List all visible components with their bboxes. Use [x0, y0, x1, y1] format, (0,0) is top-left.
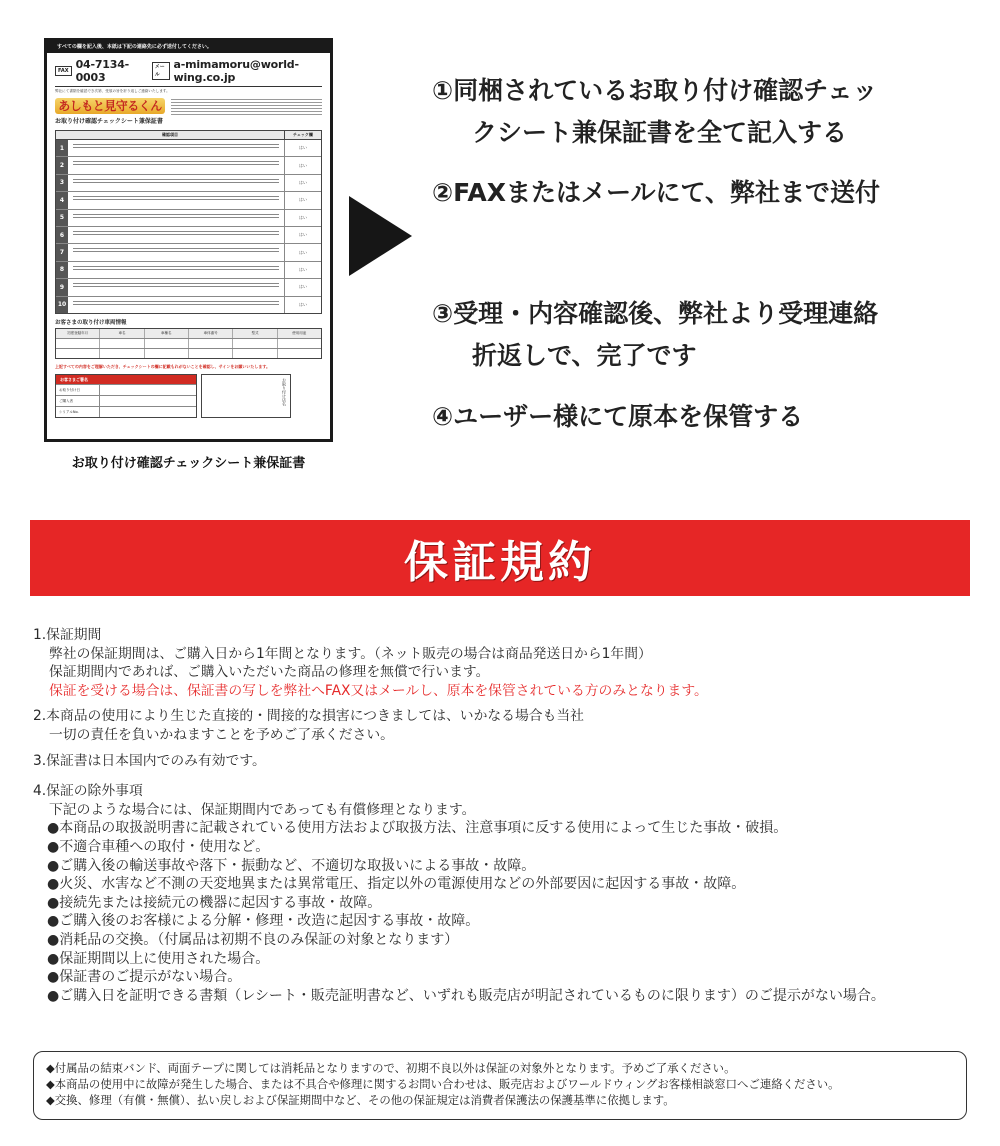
notes-box	[33, 1051, 967, 1120]
note-item: ◆本商品の使用中に故障が発生した場合、または不具合や修理に関するお問い合わせは、販売店およびワールドウィングお客様相談窓口へご連絡ください。	[46, 1077, 840, 1091]
check-row-number: 10	[56, 297, 68, 313]
exclusion-item: ●火災、水害など不測の天変地異または異常電圧、指定以外の電源使用などの外部要因に起因する事故・故障。	[47, 876, 746, 893]
exclusion-item: ●不適合車種への取付・使用など。	[47, 838, 270, 855]
section-1-warning: 保証を受ける場合は、保証書の写しを弊社へFAX又はメールし、原本を保管されている方のみとなります。	[49, 682, 708, 699]
check-row-text	[68, 210, 284, 226]
exclusion-item: ●ご購入日を証明できる書類（レシート・販売証明書など、いずれも販売店が明記されているものに限ります）のご提示がない場合。	[47, 987, 885, 1004]
owner-row-buyer: ご購入者	[56, 395, 196, 406]
check-row-text	[68, 192, 284, 208]
fax-tag: FAX	[55, 66, 72, 76]
step-4	[432, 396, 803, 438]
check-row-yes: はい	[284, 227, 321, 243]
sheet-warning-text: 上記すべての内容をご理解いただき、チェックシートの欄に記載もれがないことを確認し、サインをお願いいたします。	[55, 363, 271, 369]
owner-row-serial: シリアルNo.	[56, 406, 196, 417]
check-row-number: 2	[56, 157, 68, 173]
install-info-row	[56, 349, 321, 358]
step-4-line1: ④ユーザー様にて原本を保管する	[432, 402, 804, 431]
sheet-contact-row	[55, 58, 322, 87]
section-4-intro: 下記のような場合には、保証期間内であっても有償修理となります。	[49, 801, 476, 818]
fax-number: 04-7134-0003	[75, 58, 130, 84]
check-row-text	[68, 175, 284, 191]
check-row-number: 7	[56, 244, 68, 260]
check-row	[56, 244, 321, 261]
check-row-text	[68, 297, 284, 313]
check-row-yes: はい	[284, 140, 321, 156]
check-row-number: 6	[56, 227, 68, 243]
sheet-caption: お取り付け確認チェックシート兼保証書	[71, 456, 306, 471]
check-row-text	[68, 157, 284, 173]
install-info-title: お客さまの取り付け車両情報	[55, 319, 127, 326]
check-row-yes: はい	[284, 244, 321, 260]
check-row	[56, 262, 321, 279]
check-row-text	[68, 279, 284, 295]
exclusion-item: ●保証期間以上に使用された場合。	[47, 950, 270, 967]
step-3-line1: ③受理・内容確認後、弊社より受理連絡	[432, 299, 879, 328]
sheet-intro-text	[171, 98, 322, 115]
check-row-number: 3	[56, 175, 68, 191]
install-info-col-header: 初度登録年月	[56, 329, 100, 338]
col-item-header: 確認項目	[162, 132, 178, 137]
install-info-col-header: 車種名	[145, 329, 189, 338]
section-4-title: 4.保証の除外事項	[33, 783, 143, 800]
check-row	[56, 157, 321, 174]
owner-row-date: お取り付け日	[56, 384, 196, 395]
mail-address: a-mimamoru@world-wing.co.jp	[173, 58, 299, 84]
section-3: 3.保証書は日本国内でのみ有効です。	[33, 752, 266, 769]
check-row	[56, 210, 321, 227]
exclusion-item: ●保証書のご提示がない場合。	[47, 969, 242, 986]
check-row-number: 4	[56, 192, 68, 208]
check-rows	[56, 140, 321, 313]
check-row-yes: はい	[284, 262, 321, 278]
check-row-text	[68, 227, 284, 243]
install-info-col-header: 使用用途	[292, 330, 307, 335]
note-item: ◆付属品の結束バンド、両面テープに関しては消耗品となりますので、初期不良以外は保証の対象外となります。予めご了承ください。	[46, 1061, 736, 1075]
install-info-col-header: 型式	[233, 329, 277, 338]
check-row	[56, 279, 321, 296]
col-check-header: チェック欄	[284, 131, 321, 139]
section-2-line-2: 一切の責任を負いかねますことを予めご了承ください。	[49, 726, 394, 743]
check-row-yes: はい	[284, 157, 321, 173]
section-1-line-1: 弊社の保証期間は、ご購入日から1年間となります。（ネット販売の場合は商品発送日から1年間）	[49, 645, 652, 662]
check-row-number: 9	[56, 279, 68, 295]
step-3	[432, 293, 878, 377]
check-row-yes: はい	[284, 175, 321, 191]
step-2	[432, 172, 880, 214]
warranty-sheet-thumbnail	[44, 38, 333, 442]
check-row	[56, 297, 321, 313]
check-row	[56, 192, 321, 209]
banner-title: 保証規約	[404, 537, 596, 588]
sheet-brand-row	[55, 98, 322, 115]
exclusion-list	[33, 819, 978, 1005]
brand-logo: あしもと見守るくん	[55, 98, 165, 114]
section-2-line-1: 2.本商品の使用により生じた直接的・間接的な損害につきましては、いかなる場合も当社	[33, 708, 584, 725]
sheet-contact-note: 弊社にて書類を確認でき次第、受領の旨を折り返しご連絡いたします。	[55, 89, 170, 93]
owner-signature-box	[55, 374, 322, 418]
warranty-terms	[33, 626, 978, 1005]
sheet-subtitle: お取り付け確認チェックシート兼保証書	[55, 118, 163, 125]
note-item: ◆交換、修理（有償・無償）、払い戻しおよび保証期間中など、その他の保証規定は消費者保護法の保護基準に依拠します。	[46, 1093, 675, 1107]
check-row	[56, 227, 321, 244]
step-2-line1: ②FAXまたはメールにて、弊社まで送付	[432, 178, 881, 207]
install-info-table	[55, 328, 322, 359]
install-info-col-header: 車体番号	[189, 329, 233, 338]
exclusion-item: ●ご購入後の輸送事故や落下・振動など、不適切な取扱いによる事故・故障。	[47, 857, 536, 874]
check-row-number: 8	[56, 262, 68, 278]
check-table-header	[56, 131, 321, 140]
check-row	[56, 175, 321, 192]
check-row-number: 1	[56, 140, 68, 156]
sheet-header: すべての欄を記入後、本紙は下記の連絡先に必ず送付してください。	[47, 41, 330, 53]
exclusion-item: ●接続先または接続元の機器に起因する事故・故障。	[47, 894, 382, 911]
install-info-col-header: 車名	[100, 329, 144, 338]
check-table	[55, 130, 322, 314]
check-row-text	[68, 262, 284, 278]
exclusion-item: ●消耗品の交換。（付属品は初期不良のみ保証の対象となります）	[47, 931, 459, 948]
step-1	[432, 70, 877, 154]
install-info-header	[56, 329, 321, 339]
right-arrow-icon	[349, 196, 412, 276]
check-row-yes: はい	[284, 279, 321, 295]
step-1-line2: クシート兼保証書を全て記入する	[472, 118, 848, 147]
warranty-terms-banner	[30, 520, 970, 596]
owner-table	[55, 374, 197, 418]
step-3-line2: 折返しで、完了です	[472, 341, 697, 370]
mail-tag: メール	[152, 62, 170, 80]
section-1-title: 1.保証期間	[33, 627, 102, 643]
check-row-text	[68, 140, 284, 156]
section-1-line-2: 保証期間内であれば、ご購入いただいた商品の修理を無償で行います。	[49, 664, 490, 681]
check-row-text	[68, 244, 284, 260]
check-row-number: 5	[56, 210, 68, 226]
check-row-yes: はい	[284, 192, 321, 208]
shop-name-box: お取り付け店名	[201, 374, 291, 418]
exclusion-item: ●本商品の取扱説明書に記載されている使用方法および取扱方法、注意事項に反する使用によって生じた事故・破損。	[47, 820, 788, 837]
check-row	[56, 140, 321, 157]
check-row-yes: はい	[284, 297, 321, 313]
check-row-yes: はい	[284, 210, 321, 226]
step-1-line1: ①同梱されているお取り付け確認チェッ	[432, 76, 878, 105]
exclusion-item: ●ご購入後のお客様による分解・修理・改造に起因する事故・故障。	[47, 913, 480, 930]
owner-header: お客さまご署名	[56, 375, 196, 384]
install-info-row	[56, 339, 321, 349]
